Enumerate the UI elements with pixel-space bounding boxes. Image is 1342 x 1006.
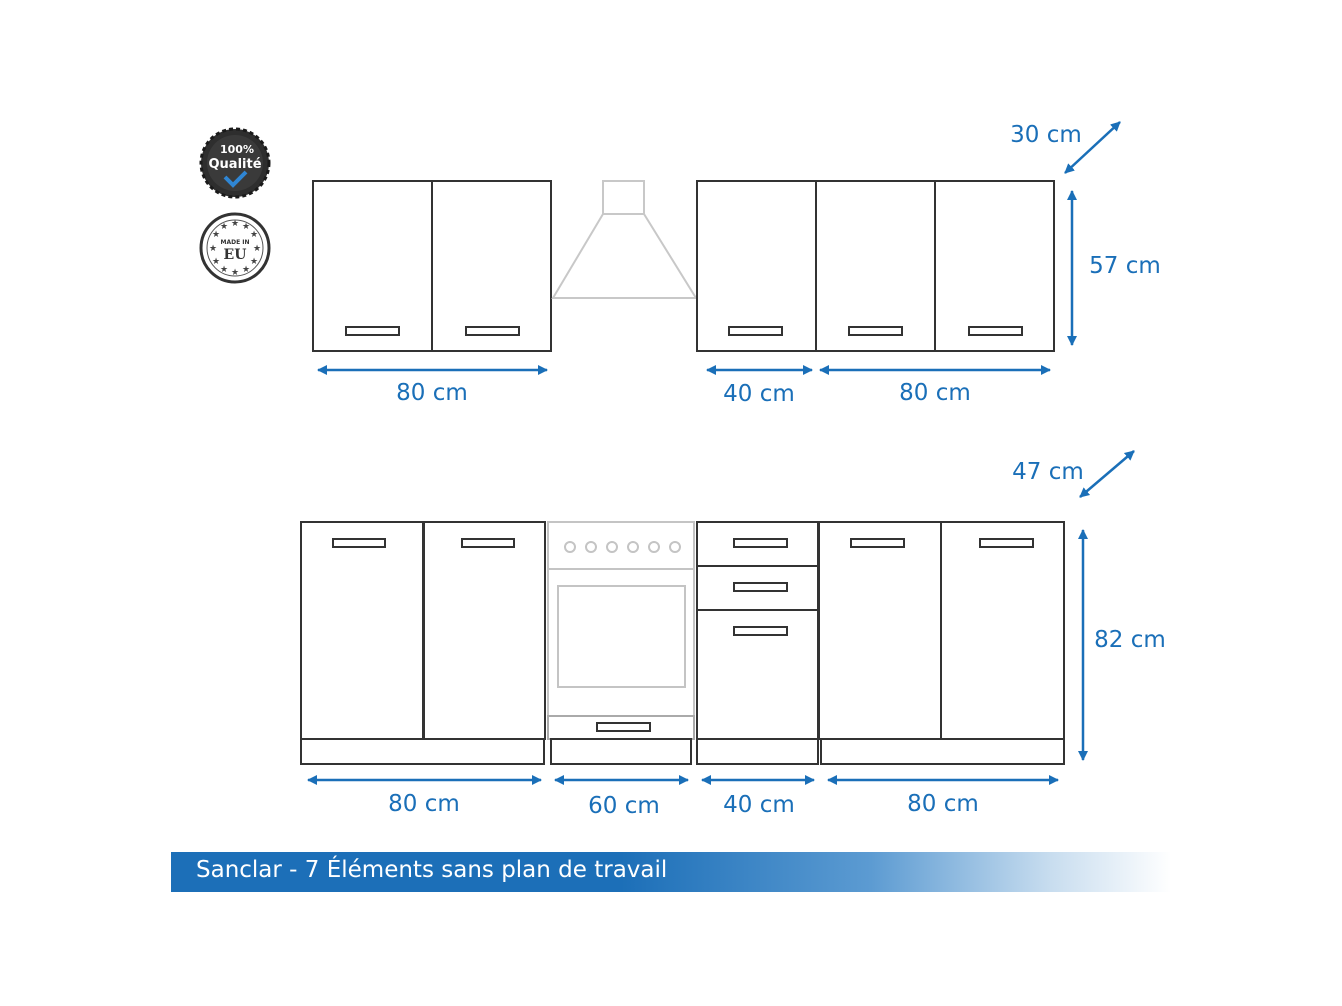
base-drawer-cabinet: [697, 522, 818, 764]
svg-text:★: ★: [230, 219, 240, 229]
svg-text:★: ★: [219, 222, 229, 232]
cabinet-handle: [849, 327, 902, 335]
cabinet-handle: [466, 327, 519, 335]
cabinet-handle: [346, 327, 399, 335]
svg-text:★: ★: [249, 230, 259, 240]
eu-badge-main-text: EU: [223, 247, 247, 263]
footer-title: Sanclar - 7 Éléments sans plan de travail: [196, 857, 668, 883]
eu-badge-top-text: MADE IN: [220, 239, 250, 246]
stove-oven: [548, 522, 694, 716]
cabinet-handle: [969, 327, 1022, 335]
cabinet-handle: [734, 627, 787, 635]
cabinet-handle: [333, 539, 385, 547]
wall-cabinet-left: [313, 181, 551, 351]
svg-text:★: ★: [249, 257, 259, 267]
svg-text:★: ★: [230, 268, 240, 278]
svg-text:★: ★: [211, 230, 221, 240]
svg-text:★: ★: [241, 265, 251, 275]
wall-mid-width-label: 40 cm: [723, 381, 795, 407]
base-cabinet-right: [819, 522, 1064, 764]
drawer-handle: [734, 539, 787, 547]
made-in-eu-badge: [201, 214, 269, 282]
wall-left-width-label: 80 cm: [396, 380, 468, 406]
base-height-label: 82 cm: [1094, 627, 1166, 653]
cabinet-handle: [980, 539, 1033, 547]
footer-banner: [171, 852, 1171, 892]
oven-drawer: [548, 716, 694, 764]
svg-text:★: ★: [241, 222, 251, 232]
svg-text:★: ★: [219, 265, 229, 275]
svg-text:★: ★: [211, 257, 221, 267]
cabinet-handle: [462, 539, 514, 547]
base-oven-width-label: 60 cm: [588, 793, 660, 819]
quality-badge-top-text: 100%: [220, 143, 254, 156]
base-drawer-width-label: 40 cm: [723, 792, 795, 818]
cabinet-handle: [851, 539, 904, 547]
base-left-width-label: 80 cm: [388, 791, 460, 817]
cabinet-handle: [729, 327, 782, 335]
stove-knobs-icon: [565, 542, 680, 552]
base-right-width-label: 80 cm: [907, 791, 979, 817]
quality-badge-main-text: Qualité: [208, 157, 262, 172]
wall-height-label: 57 cm: [1089, 253, 1161, 279]
wall-cabinet-right: [697, 181, 1054, 351]
base-depth-label: 47 cm: [1012, 459, 1084, 485]
svg-text:★: ★: [208, 244, 218, 254]
wall-depth-label: 30 cm: [1010, 122, 1082, 148]
quality-badge: [201, 129, 269, 197]
drawer-handle: [734, 583, 787, 591]
svg-text:★: ★: [252, 244, 262, 254]
base-cabinet-left: [301, 522, 545, 764]
wall-right-width-label: 80 cm: [899, 380, 971, 406]
range-hood: [553, 181, 696, 298]
